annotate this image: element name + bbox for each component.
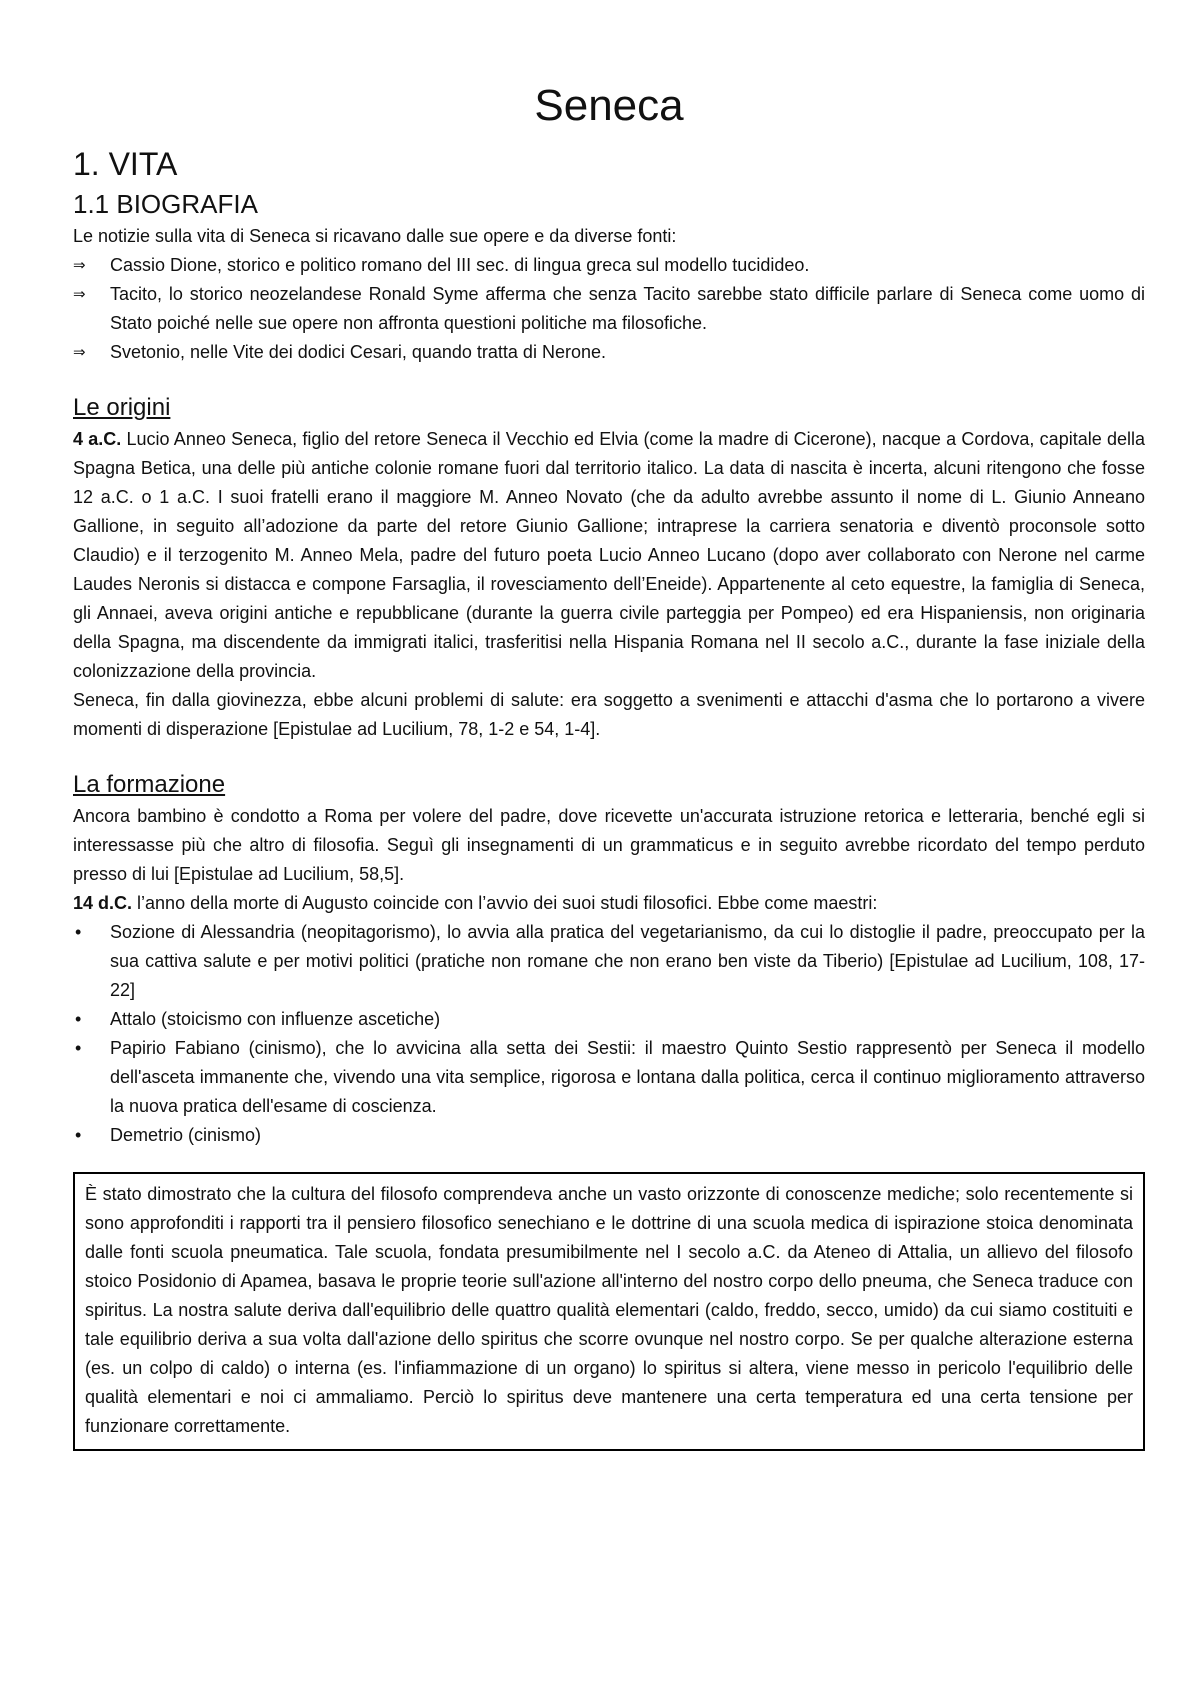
list-item-text: Cassio Dione, storico e politico romano del III sec. di lingua greca sul modello tucidideo. [110, 255, 810, 275]
teachers-list [73, 918, 1145, 1150]
heading-formazione: La formazione [73, 771, 226, 798]
list-item [73, 1121, 1145, 1150]
heading-origini: Le origini [73, 394, 171, 421]
bullet-icon: • [75, 1009, 82, 1029]
origini-health-paragraph: Seneca, fin dalla giovinezza, ebbe alcuni problemi di salute: era soggetto a svenimenti e attacchi d'asma che lo portarono a vivere momenti di disperazione [Epistulae ad Lucilium, 78, 1-2 e 54, 1-4]. [73, 690, 1145, 739]
arrow-icon: ⇒ [73, 286, 86, 303]
pneumatic-school-box [73, 1172, 1145, 1451]
bullet-icon: • [75, 1038, 82, 1058]
document-page [73, 78, 1145, 1451]
arrow-icon: ⇒ [73, 257, 86, 274]
subsection-heading-biografia: 1.1 BIOGRAFIA [73, 189, 258, 219]
list-item-text: Papirio Fabiano (cinismo), che lo avvicina alla setta dei Sestii: il maestro Quinto Sestio rappresentò per Seneca il modello dell'asceta immanente che, vivendo una vita semplice, rigorosa e lontana dalla politica, cerca il continuo miglioramento attraverso la nuova pratica dell'esame di coscienza. [110, 1038, 1145, 1116]
biografia-intro: Le notizie sulla vita di Seneca si ricavano dalle sue opere e da diverse fonti: [73, 226, 677, 246]
arrow-icon: ⇒ [73, 344, 86, 361]
bullet-icon: • [75, 1125, 82, 1145]
list-item-text: Demetrio (cinismo) [110, 1125, 262, 1145]
formazione-studies-paragraph [73, 889, 1145, 918]
formazione-paragraph: Ancora bambino è condotto a Roma per volere del padre, dove ricevette un'accurata istruzione retorica e letteraria, benché egli si interessasse più che altro di filosofia. Seguì gli insegnamenti di un grammaticus e in seguito avrebbe ricordato del tempo perduto presso di lui [Epistulae ad Lucilium, 58,5]. [73, 806, 1145, 884]
list-item-text: Sozione di Alessandria (neopitagorismo), lo avvia alla pratica del vegetarianismo, da cui lo distoglie il padre, preoccupato per la sua cattiva salute e per motivi politici (pratiche non romane che non erano ben viste da Tiberio) [Epistulae ad Lucilium, 108, 17-22] [110, 922, 1145, 1000]
list-item [73, 1005, 1145, 1034]
list-item [73, 1034, 1145, 1121]
list-item [73, 338, 1145, 367]
list-item [73, 251, 1145, 280]
box-text: È stato dimostrato che la cultura del filosofo comprendeva anche un vasto orizzonte di conoscenze mediche; solo recentemente si sono approfonditi i rapporti tra il pensiero filosofico senechiano e le dottrine di una scuola medica di ispirazione stoica denominata dalle fonti scuola pneumatica. Tale scuola, fondata presumibilmente nel I secolo a.C. da Ateneo di Attalia, un allievo del filosofo stoico Posidonio di Apamea, basava le proprie teorie sull'azione all'interno del nostro corpo dello pneuma, che Seneca traduce con spiritus. La nostra salute deriva dall'equilibrio delle quattro qualità elementari (caldo, freddo, secco, umido) da cui siamo costituiti e tale equilibrio deriva a sua volta dall'azione dello spiritus che scorre ovunque nel nostro corpo. Se per qualche alterazione esterna (es. un colpo di caldo) o interna (es. l'infiammazione di un organo) lo spiritus si altera, viene messo in pericolo l'equilibrio delle qualità elementari e noi ci ammaliamo. Perciò lo spiritus deve mantenere una certa temperatura ed una certa tensione per funzionare correttamente. [85, 1184, 1133, 1436]
list-item-text: Tacito, lo storico neozelandese Ronald Syme afferma che senza Tacito sarebbe stato difficile parlare di Seneca come uomo di Stato poiché nelle sue opere non affronta questioni politiche ma filosofiche. [110, 284, 1145, 333]
list-item-text: Attalo (stoicismo con influenze ascetiche) [110, 1009, 441, 1029]
section-heading-vita: 1. VITA [73, 146, 178, 182]
formazione-text: l’anno della morte di Augusto coincide con l’avvio dei suoi studi filosofici. Ebbe come maestri: [132, 893, 878, 913]
list-item [73, 918, 1145, 1005]
origini-paragraph [73, 425, 1145, 686]
origini-text: Lucio Anneo Seneca, figlio del retore Seneca il Vecchio ed Elvia (come la madre di Cicerone), nacque a Cordova, capitale della Spagna Betica, una delle più antiche colonie romane fuori dal territorio italico. La data di nascita è incerta, alcuni ritengono che fosse 12 a.C. o 1 a.C. I suoi fratelli erano il maggiore M. Anneo Novato (che da adulto avrebbe assunto il nome di L. Giunio Anneano Gallione, in seguito all’adozione da parte del retore Giunio Gallione; intraprese la carriera senatoria e diventò proconsole sotto Claudio) e il terzogenito M. Anneo Mela, padre del futuro poeta Lucio Anneo Lucano (dopo aver collaborato con Nerone nel carme Laudes Neronis si distacca e compone Farsaglia, il rovesciamento dell’Eneide). Appartenente al ceto equestre, la famiglia di Seneca, gli Annaei, aveva origini antiche e repubblicane (durante la guerra civile parteggia per Pompeo) ed era Hispaniensis, non originaria della Spagna, ma discendente da immigrati italici, trasferitisi nella Hispania Romana nel II secolo a.C., durante la fase iniziale della colonizzazione della provincia. [73, 429, 1145, 681]
page-title: Seneca [534, 81, 684, 130]
list-item-text: Svetonio, nelle Vite dei dodici Cesari, quando tratta di Nerone. [110, 342, 606, 362]
bullet-icon: • [75, 922, 82, 942]
sources-list [73, 251, 1145, 367]
list-item [73, 280, 1145, 338]
origini-date: 4 a.C. [73, 429, 122, 449]
formazione-date: 14 d.C. [73, 893, 133, 913]
